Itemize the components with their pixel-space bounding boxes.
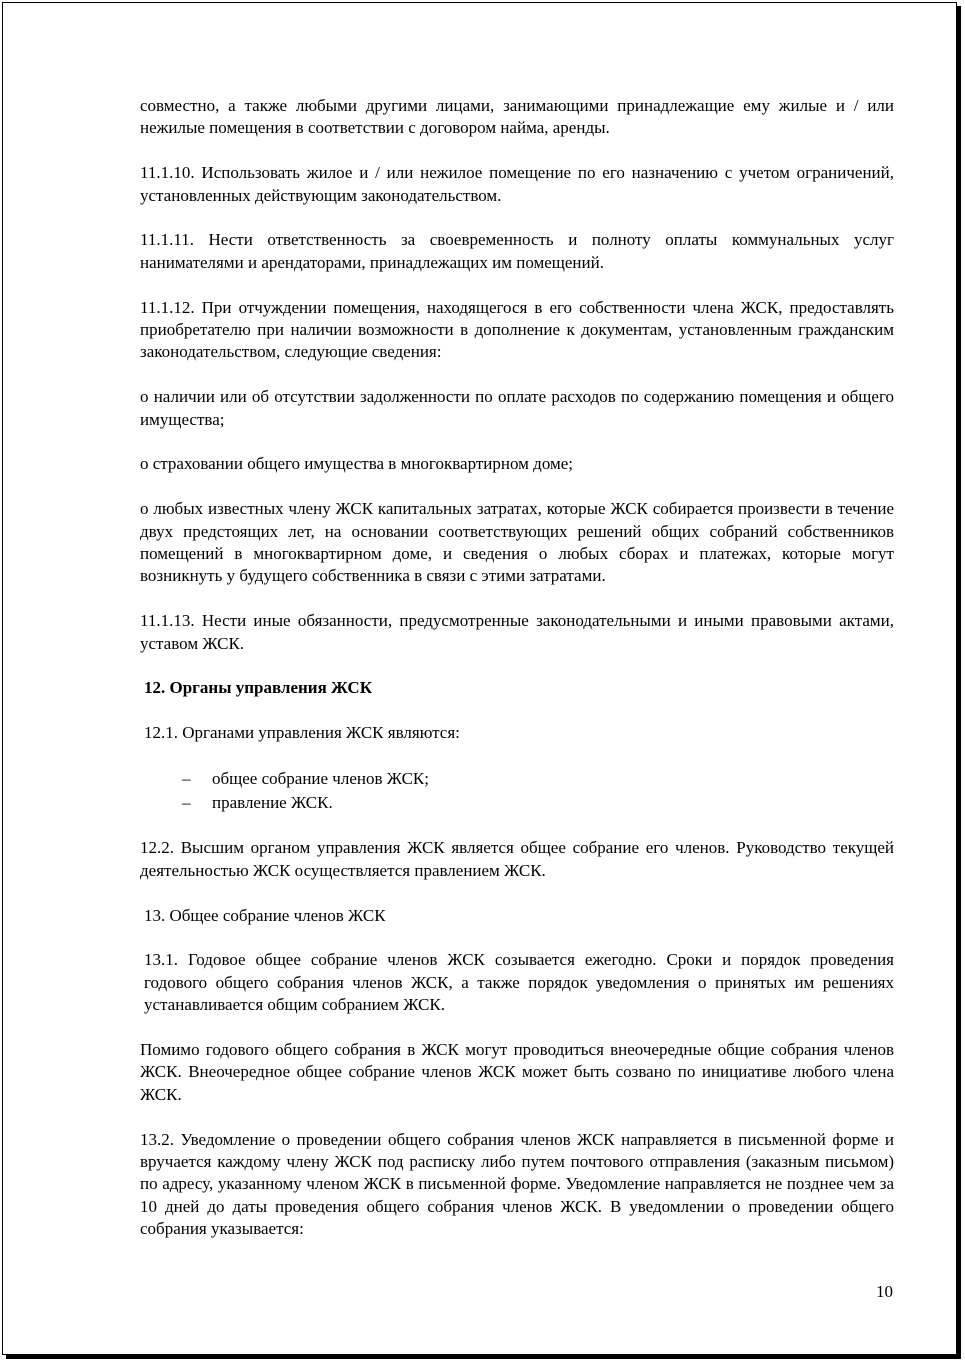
dash-bullet: – (182, 769, 191, 789)
paragraph-11-1-12: 11.1.12. При отчуждении помещения, находящегося в его собственности члена ЖСК, предоставлять приобретателю при наличии возможности в дополнение к документам, установленным гражданским законодательством, следующие сведения: (140, 297, 894, 362)
paragraph-11-1-13: 11.1.13. Нести иные обязанности, предусмотренные законодательными и иными правовыми актами, уставом ЖСК. (140, 611, 894, 653)
paragraph-11-1-11: 11.1.11. Нести ответственность за своевременность и полноту оплаты коммунальных услуг нанимателями и арендаторами, принадлежащих им помещений. (140, 230, 894, 272)
section-heading-13: 13. Общее собрание членов ЖСК (144, 905, 386, 925)
page-number: 10 (876, 1282, 893, 1301)
paragraph-12-2: 12.2. Высшим органом управления ЖСК является общее собрание его членов. Руководство текущей деятельностью ЖСК осуществляется правлением ЖСК. (140, 838, 894, 880)
dash-bullet: – (182, 793, 191, 813)
paragraph-13-1: 13.1. Годовое общее собрание членов ЖСК созывается ежегодно. Сроки и порядок проведения годового общего собрания членов ЖСК, а также порядок уведомления о принятых им решениях устанавливается общим собранием ЖСК. (144, 950, 894, 1015)
paragraph-11-1-10: 11.1.10. Использовать жилое и / или нежилое помещение по его назначению с учетом ограничений, установленных действующим законодательством. (140, 163, 894, 205)
document-page (2, 2, 957, 1355)
management-bodies-list (140, 767, 894, 815)
paragraph-continuation: совместно, а также любыми другими лицами, занимающими принадлежащие ему жилые и / или нежилые помещения в соответствии с договором найма, аренды. (140, 96, 894, 138)
document-body (140, 95, 894, 1263)
section-heading-12: 12. Органы управления ЖСК (144, 678, 373, 698)
list-item: – правление ЖСК. (140, 791, 894, 815)
list-item: – общее собрание членов ЖСК; (140, 767, 894, 791)
paragraph-insurance-info: о страховании общего имущества в многоквартирном доме; (140, 454, 574, 474)
paragraph-capital-costs-info: о любых известных члену ЖСК капитальных затратах, которые ЖСК собирается произвести в течение двух предстоящих лет, на основании соответствующих решений общих собраний собственников помещений в многоквартирном доме, и сведения о любых сборах и платежах, которые могут возникнуть у будущего собственника в связи с этими затратами. (140, 499, 894, 586)
paragraph-12-1: 12.1. Органами управления ЖСК являются: (144, 723, 460, 743)
paragraph-debt-info: о наличии или об отсутствии задолженности по оплате расходов по содержанию помещения и общего имущества; (140, 387, 894, 429)
paragraph-13-2: 13.2. Уведомление о проведении общего собрания членов ЖСК направляется в письменной форме и вручается каждому члену ЖСК под расписку либо путем почтового отправления (заказным письмом) по адресу, указанному членом ЖСК в письменной форме. Уведомление направляется не позднее чем за 10 дней до даты проведения общего собрания членов ЖСК. В уведомлении о проведении общего собрания указывается: (140, 1129, 894, 1239)
paragraph-extraordinary-meeting: Помимо годового общего собрания в ЖСК могут проводиться внеочередные общие собрания членов ЖСК. Внеочередное общее собрание членов ЖСК может быть созвано по инициативе любого члена ЖСК. (140, 1040, 894, 1104)
